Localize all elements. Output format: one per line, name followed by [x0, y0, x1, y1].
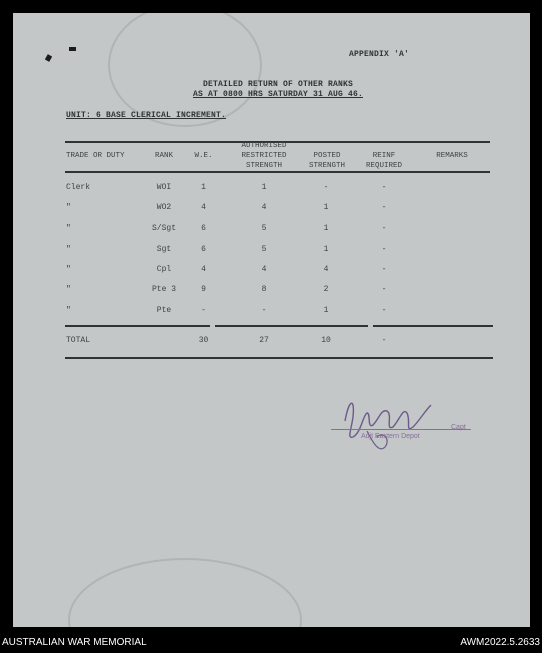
we-cell: 6 — [201, 245, 206, 254]
footer-accession: AWM2022.5.2633 — [460, 637, 540, 648]
title-line-2: AS AT 0800 HRS SATURDAY 31 AUG 46. — [192, 90, 364, 99]
total-posted: 10 — [321, 336, 331, 345]
rank-cell: S/Sgt — [151, 224, 176, 233]
reinf-cell: - — [381, 285, 387, 294]
posted-cell: 1 — [323, 224, 329, 233]
reinf-cell: - — [381, 245, 387, 254]
reinf-cell: - — [381, 224, 387, 233]
reinf-cell: - — [381, 306, 387, 315]
auth-cell: 5 — [261, 224, 267, 233]
trade-cell: " — [66, 224, 71, 233]
total-reinf: - — [381, 336, 387, 345]
posted-cell: 1 — [323, 306, 329, 315]
ink-mark-2 — [69, 47, 76, 51]
posted-cell: 1 — [323, 245, 329, 254]
auth-cell: 5 — [261, 245, 267, 254]
col-posted-header: POSTED STRENGTH — [308, 152, 345, 170]
auth-cell: 4 — [261, 265, 267, 274]
rank-cell: Pte — [156, 306, 172, 315]
auth-cell: 4 — [261, 203, 267, 212]
rank-cell: WO2 — [156, 203, 172, 212]
signature-line — [331, 429, 471, 430]
auth-cell: 8 — [261, 285, 267, 294]
total-we: 30 — [198, 336, 209, 345]
rank-cell: Pte 3 — [151, 285, 176, 294]
total-label: TOTAL — [66, 336, 91, 345]
auth-cell: 1 — [261, 183, 267, 192]
header-bottom-rule — [65, 171, 490, 173]
reinf-cell: - — [381, 265, 387, 274]
posted-cell: 2 — [323, 285, 329, 294]
signature-title: Adjt Eastern Depot — [361, 433, 420, 440]
col-we-header: W.E. — [194, 152, 213, 160]
reinf-cell: - — [381, 203, 387, 212]
we-cell: 6 — [201, 224, 206, 233]
table-bottom-rule — [65, 357, 493, 359]
we-cell: 1 — [201, 183, 206, 192]
col-authorised-header: AUTHORISED RESTRICTED STRENGTH — [241, 142, 287, 170]
signature — [333, 391, 443, 461]
rank-cell: WOI — [156, 183, 172, 192]
col-rank-header: RANK — [154, 152, 173, 160]
total-rule-1 — [65, 325, 210, 327]
reinf-cell: - — [381, 183, 387, 192]
col-remarks-header: REMARKS — [436, 152, 468, 160]
we-cell: - — [201, 306, 206, 315]
footer-institution: AUSTRALIAN WAR MEMORIAL — [2, 637, 147, 648]
rank-cell: Cpl — [156, 265, 172, 274]
col-trade-header: TRADE OR DUTY — [66, 152, 125, 160]
total-auth: 27 — [259, 336, 269, 345]
auth-cell: - — [261, 306, 267, 315]
posted-cell: - — [323, 183, 329, 192]
trade-cell: " — [66, 245, 71, 254]
signature-rank: Capt — [451, 424, 466, 431]
title-line-1: DETAILED RETURN OF OTHER RANKS — [202, 80, 354, 89]
trade-cell: " — [66, 203, 71, 212]
unit-label: UNIT: 6 BASE CLERICAL INCREMENT. — [66, 111, 227, 120]
we-cell: 4 — [201, 265, 206, 274]
posted-cell: 1 — [323, 203, 329, 212]
rank-cell: Sgt — [156, 245, 172, 254]
col-reinf-header: REINF REQUIRED — [365, 152, 402, 170]
faded-stamp-bottom — [68, 558, 302, 627]
faded-stamp — [108, 13, 262, 127]
trade-cell: " — [66, 306, 71, 315]
appendix-label: APPENDIX 'A' — [349, 50, 410, 59]
trade-cell: Clerk — [66, 183, 91, 192]
we-cell: 4 — [201, 203, 206, 212]
trade-cell: " — [66, 265, 71, 274]
total-rule-3 — [373, 325, 493, 327]
we-cell: 9 — [201, 285, 206, 294]
ink-mark — [45, 54, 52, 62]
document-page — [13, 13, 530, 627]
trade-cell: " — [66, 285, 71, 294]
posted-cell: 4 — [323, 265, 329, 274]
total-rule-2 — [215, 325, 368, 327]
